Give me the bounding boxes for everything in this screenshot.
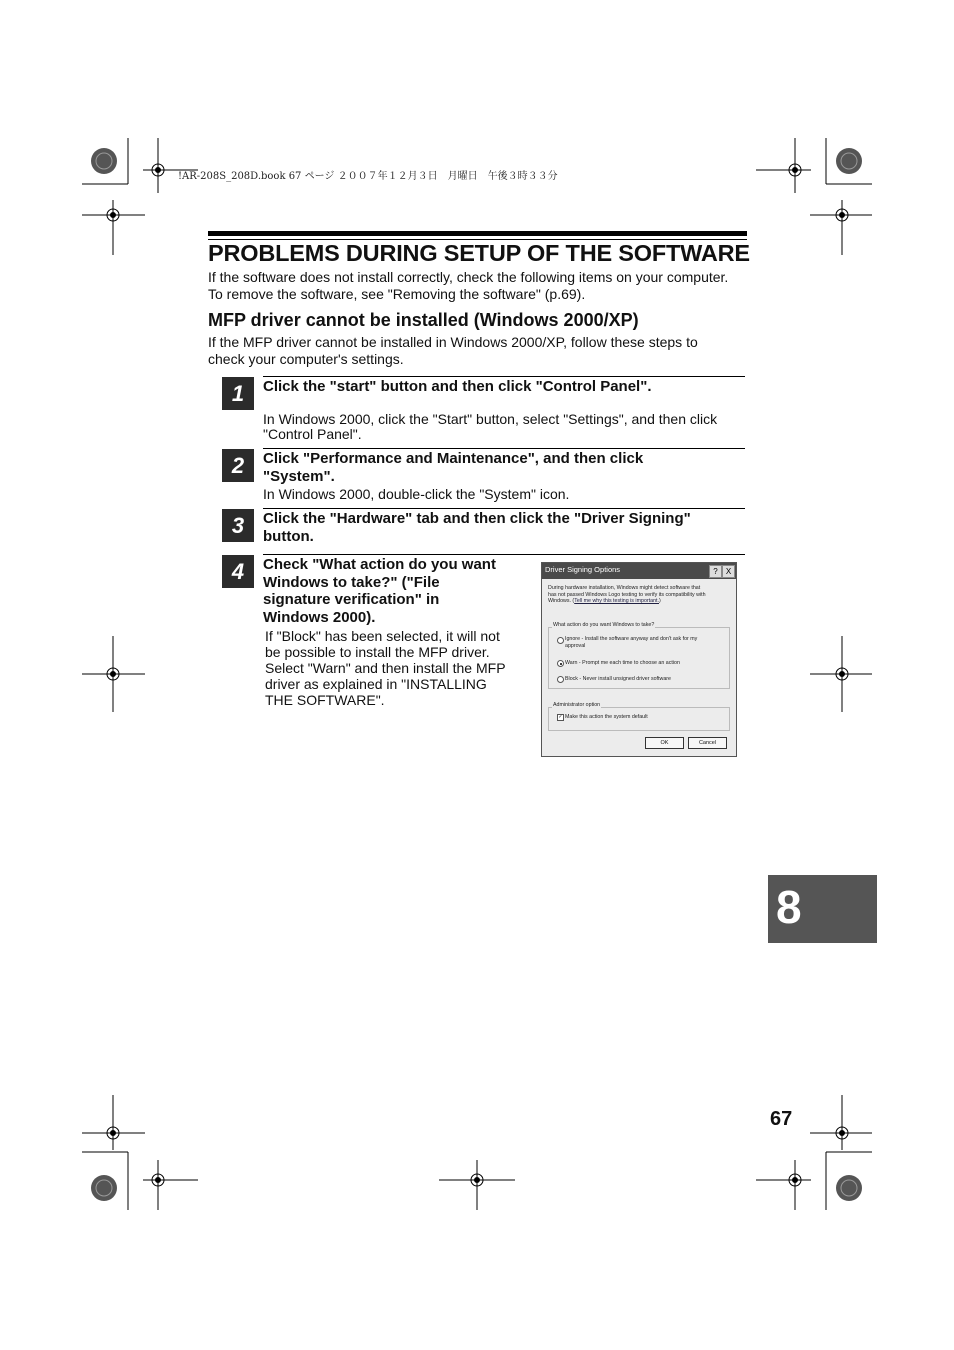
step-note-line: In Windows 2000, double-click the "System" icon. [263,486,570,502]
step-note [265,628,506,708]
desc-suffix: ) [658,598,661,605]
ignore-option-line: approval [565,642,586,649]
subsection-title: MFP driver cannot be installed (Windows 2000/XP) [208,310,639,330]
ignore-option-label [565,636,697,649]
desc-prefix: Windows. ( [548,598,575,605]
system-default-label: Make this action the system default [565,714,648,720]
print-header: !AR-208S_208D.book 67 ページ ２００７年１２月３日 月曜日 午後３時３３分 [178,171,558,182]
dialog-titlebar [542,563,736,579]
step-title-line: signature verification" in [263,591,440,608]
step-title-line: Windows to take?" ("File [263,573,440,591]
ignore-radio[interactable] [557,637,564,644]
title-rule-thick [208,231,747,236]
step-note-line: THE SOFTWARE". [265,692,385,708]
step-number: 4 [222,555,254,588]
warn-option-label: Warn - Prompt me each time to choose an action [565,660,680,666]
help-button[interactable]: ? [709,565,722,578]
step-title-line: Click "Performance and Maintenance", and then click [263,450,644,467]
step-note [263,486,569,503]
chapter-number: 8 [776,881,802,933]
step-divider [263,448,745,449]
subsection-intro-line: If the MFP driver cannot be installed in Windows 2000/XP, follow these steps to [208,334,698,350]
step-note-line: In Windows 2000, click the "Start" button, select "Settings", and then click [263,411,718,427]
close-button[interactable]: X [722,565,735,578]
system-default-checkbox[interactable]: ✓ [558,714,563,720]
step-number: 1 [222,377,254,410]
step-note-line: driver as explained in "INSTALLING [265,676,487,692]
why-testing-link[interactable]: Tell me why this testing is important. [574,598,659,605]
subsection-intro-line: check your computer's settings. [208,351,404,367]
warn-radio[interactable] [557,660,564,667]
step-title [263,378,652,396]
step-note-line: If "Block" has been selected, it will not [265,628,500,644]
step-title [263,556,496,626]
driver-signing-dialog [541,562,737,757]
page-number: 67 [770,1108,793,1130]
step-number: 3 [222,509,254,542]
step-note-line: "Control Panel". [263,426,362,442]
step-title-line: button. [263,527,314,545]
section-title: PROBLEMS DURING SETUP OF THE SOFTWARE [208,240,750,266]
step-divider [263,508,745,509]
step-title-line: Windows 2000). [263,608,376,626]
step-title-line: Check "What action do you want [263,556,496,573]
subsection-intro [208,334,698,368]
dialog-title: Driver Signing Options [545,565,621,574]
step-title-line: Click the "Hardware" tab and then click the "Driver Signing" [263,510,691,527]
step-title [263,450,643,485]
step-note [263,412,717,442]
admin-group-label: Administrator option [553,702,601,708]
section-intro-line: To remove the software, see "Removing the software" (p.69). [208,286,586,302]
cancel-button[interactable]: Cancel [688,737,727,749]
block-radio[interactable] [557,676,564,683]
dialog-description-line [548,598,706,605]
block-option-label: Block - Never install unsigned driver software [565,676,671,682]
ok-button[interactable]: OK [645,737,684,749]
action-group-label: What action do you want Windows to take? [553,622,655,628]
ignore-option-line: Ignore - Install the software anyway and don't ask for my [565,636,698,642]
step-title-line: "System". [263,467,335,485]
step-title-line: Click the "start" button and then click "Control Panel". [263,378,652,395]
section-intro-line: If the software does not install correctly, check the following items on your computer. [208,269,729,285]
dialog-description [548,585,706,605]
step-divider [263,554,745,555]
step-title [263,510,691,545]
step-note-line: be possible to install the MFP driver. [265,644,490,660]
step-number: 2 [222,449,254,482]
step-divider [263,376,745,377]
dialog-description-line: has not passed Windows Logo testing to verify its compatibility with [548,591,706,598]
dialog-description-line: During hardware installation, Windows might detect software that [548,585,701,591]
section-intro [208,269,728,303]
step-note-line: Select "Warn" and then install the MFP [265,660,506,676]
